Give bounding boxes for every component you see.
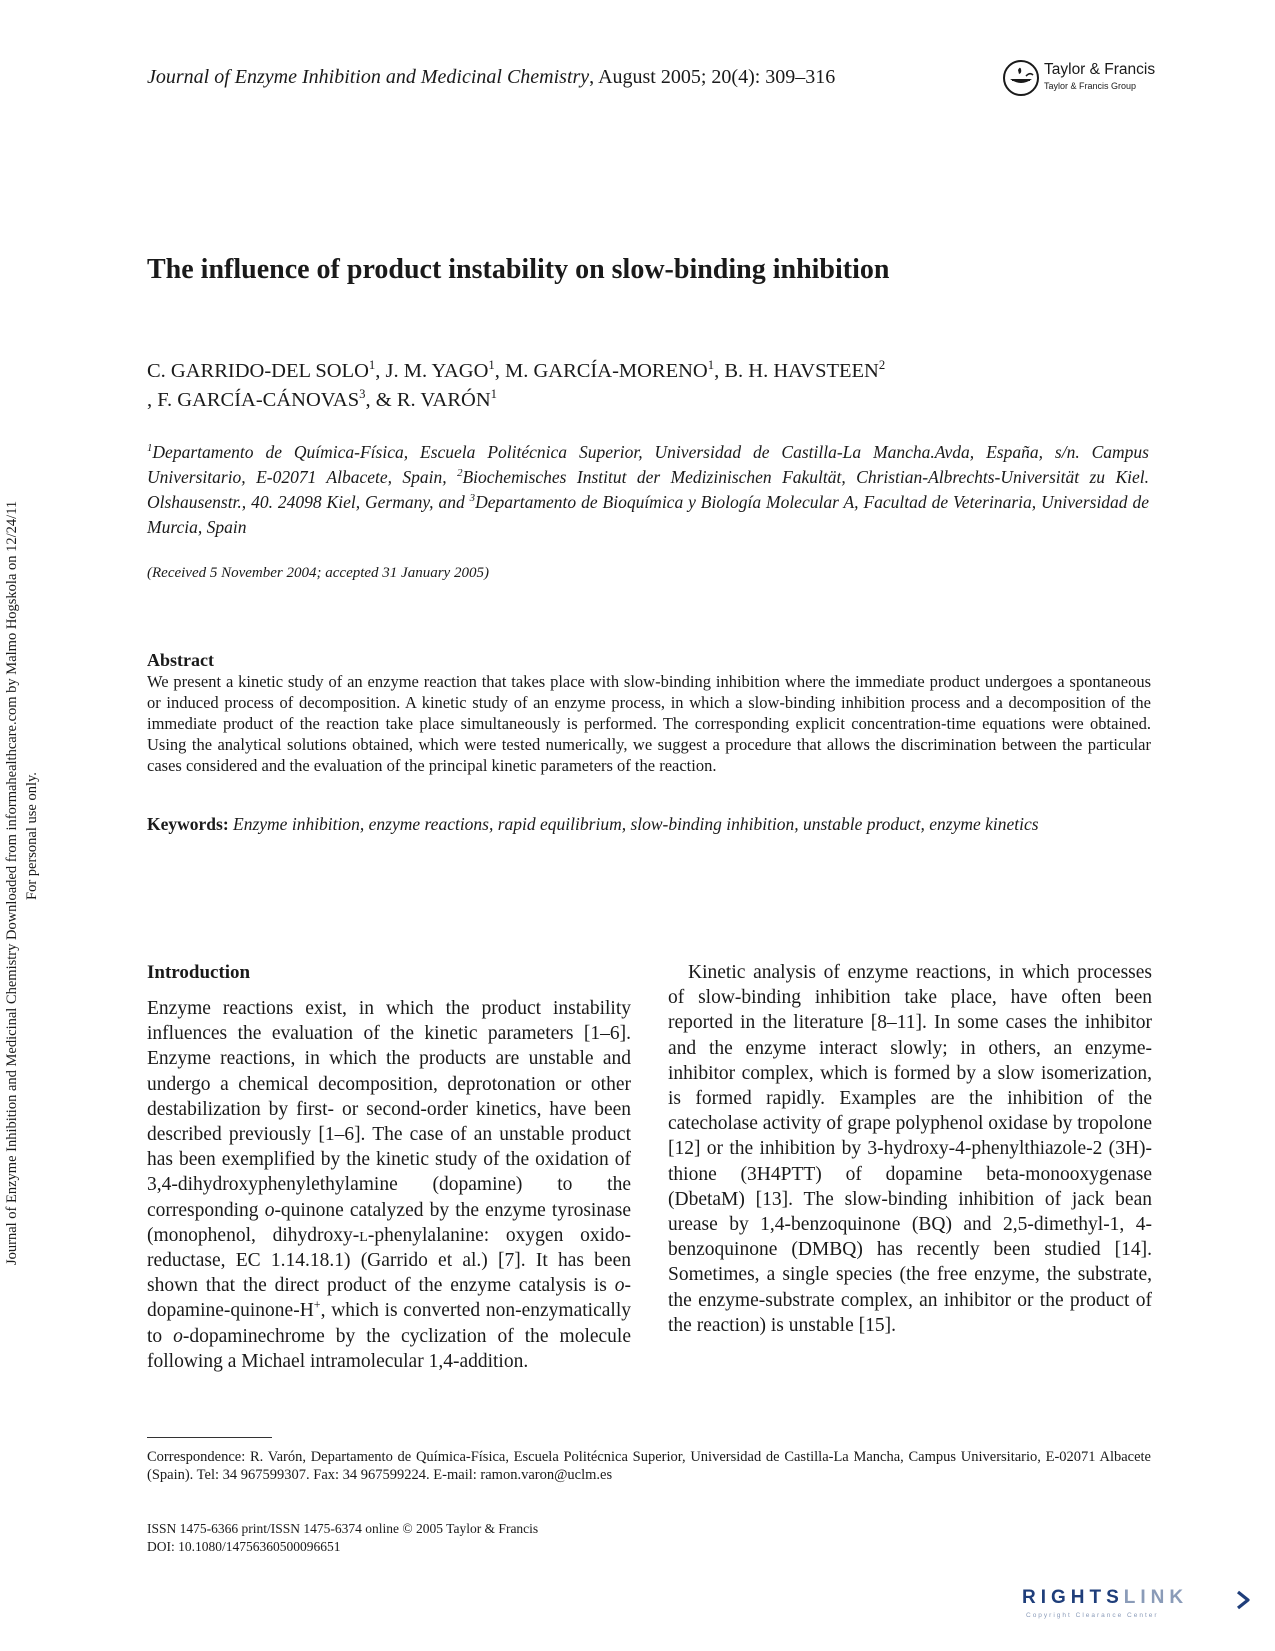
rightslink-wordmark (1022, 1587, 1188, 1609)
keywords (147, 812, 1151, 836)
affiliation-mark: 1 (147, 442, 153, 455)
taylor-francis-lamp-icon (1002, 59, 1040, 97)
affiliation-mark: 2 (457, 467, 463, 480)
abstract-heading: Abstract (147, 650, 214, 670)
author: , J. M. YAGO (375, 360, 489, 382)
italic-run: o (173, 1325, 183, 1347)
text-run: -dopamine-quinone-H (147, 1275, 631, 1322)
download-watermark: Journal of Enzyme Inhibition and Medicinal Chemistry Downloaded from informahealthcare.com by Malmo Hogskola on 12/24/11 (4, 500, 20, 1265)
superscript-run: + (313, 1297, 321, 1312)
affiliations (147, 440, 1149, 540)
author: , B. H. HAVSTEEN (714, 360, 879, 382)
text-run: -quinone catalyzed by the enzyme tyrosinase (monophenol, dihydroxy- (147, 1199, 631, 1246)
text-run: , which is converted non-enzymatically to (147, 1300, 631, 1347)
small-caps-run: l (359, 1224, 368, 1246)
article-title: The influence of product instability on slow-binding inhibition (147, 254, 890, 285)
journal-name: Journal of Enzyme Inhibition and Medicinal Chemistry (147, 66, 590, 88)
author-affiliation-mark: 3 (359, 387, 366, 402)
author-affiliation-mark: 1 (490, 387, 497, 402)
text-run: -dopaminechrome by the cyclization of the molecule following a Michael intramolecular 1,4-addition. (147, 1325, 632, 1372)
footnote-divider (147, 1437, 272, 1438)
doi-line: DOI: 10.1080/14756360500096651 (147, 1539, 341, 1554)
rightslink-tagline: Copyright Clearance Center (1026, 1612, 1159, 1619)
author-affiliation-mark: 1 (707, 358, 715, 373)
affiliation-text: Departamento de Bioquímica y Biología Molecular A, Facultad de Veterinaria, Universidad de Murcia, Spain (147, 492, 1149, 537)
author: , & R. VARÓN (365, 389, 491, 411)
keywords-label: Keywords: (147, 814, 229, 834)
author-affiliation-mark: 1 (488, 358, 495, 373)
rightslink-arrow-icon (1234, 1589, 1254, 1611)
personal-use-watermark: For personal use only. (24, 772, 40, 900)
keywords-text: Enzyme inhibition, enzyme reactions, rapid equilibrium, slow-binding inhibition, unstable product, enzyme kinetics (233, 814, 1039, 834)
correspondence-note: Correspondence: R. Varón, Departamento de Química-Física, Escuela Politécnica Superior, Universidad de Castilla-La Mancha, Campus Universitario, E-02071 Albacete (Spain). Tel: 34 967599307. Fax: 34 967599224. E-mail: ramon.varon@uclm.es (147, 1449, 1151, 1483)
text-run: Enzyme reactions exist, in which the product instability influences the evaluation of the kinetic parameters [1–6]. Enzyme reactions, in which the products are unstable and undergo a chemical decomposition, deprotonation or other destabilization by first- or second-order kinetics, have been described previously [1–6]. The case of an unstable product has been exemplified by the kinetic study of the oxidation of 3,4-dihydroxyphenylethylamine (dopamine) to the corresponding (147, 998, 631, 1221)
issn-doi-block (147, 1520, 538, 1556)
introduction-paragraph-right: Kinetic analysis of enzyme reactions, in which processes of slow-binding inhibition take place, have often been reported in the literature [8–11]. In some cases the inhibitor and the enzyme interact slowly; in others, an enzyme-inhibitor complex, which is formed by a slow isomerization, is formed rapidly. Examples are the inhibition of the catecholase activity of grape polyphenol oxidase by tropolone [12] or the inhibition by 3-hydroxy-4-phenylthiazole-2 (3H)-thione (3H4PTT) of dopamine beta-monooxygenase (DbetaM) [13]. The slow-binding inhibition of jack bean urease by 1,4-benzoquinone (BQ) and 2,5-dimethyl-1, 4-benzoquinone (DMBQ) has recently been studied [14]. Sometimes, a single species (the free enzyme, the substrate, the enzyme-substrate complex, an inhibitor or the product of the reaction) is unstable [15]. (668, 962, 1152, 1336)
publisher-group: Taylor & Francis Group (1044, 81, 1137, 91)
author-affiliation-mark: 2 (878, 358, 886, 373)
introduction-heading: Introduction (147, 962, 251, 983)
rightslink-word-rights: RIGHTS (1022, 1587, 1124, 1608)
rightslink-word-link: LINK (1123, 1587, 1189, 1608)
author: , M. GARCÍA-MORENO (494, 360, 708, 382)
issn-line: ISSN 1475-6366 print/ISSN 1475-6374 online © 2005 Taylor & Francis (147, 1521, 539, 1536)
publisher-name: Taylor & Francis (1044, 61, 1156, 78)
author: , F. GARCÍA-CÁNOVAS (147, 389, 360, 411)
received-accepted-dates: (Received 5 November 2004; accepted 31 January 2005) (147, 565, 489, 581)
author: C. GARRIDO-DEL SOLO (147, 360, 369, 382)
author-list (147, 357, 1127, 415)
abstract-text: We present a kinetic study of an enzyme reaction that takes place with slow-binding inhibition where the immediate product undergoes a spontaneous or induced process of decomposition. A kinetic study of an enzyme process, in which a slow-binding inhibition process and a decomposition of the immediate product of the reaction take place simultaneously is performed. The corresponding explicit concentration-time equations were obtained. Using the analytical solutions obtained, which were tested numerically, we suggest a procedure that allows the discrimination between the particular cases considered and the evaluation of the principal kinetic parameters of the reaction. (147, 672, 1151, 775)
affiliation-text: Biochemisches Institut der Medizinischen Fakultät, Christian-Albrechts-Universität zu Kiel. Olshausenstr., 40. 24098 Kiel, Germany, and (147, 467, 1149, 512)
affiliation-text: Departamento de Química-Física, Escuela Politécnica Superior, Universidad de Castilla-La Mancha.Avda, España, s/n. Campus Universitario, E-02071 Albacete, Spain, (147, 442, 1149, 487)
italic-run: o (614, 1275, 625, 1297)
publisher-logo (1002, 59, 1177, 99)
journal-citation (147, 66, 835, 89)
introduction-paragraph-left (147, 996, 631, 1374)
text-run: -phenylalanine: oxygen oxido-reductase, EC 1.14.18.1) (Garrido et al.) [7]. It has been shown that the direct product of the enzyme catalysis is (147, 1224, 632, 1297)
rightslink-logo (1022, 1585, 1252, 1625)
affiliation-mark: 3 (469, 492, 476, 505)
journal-issue: , August 2005; 20(4): 309–316 (589, 66, 836, 88)
italic-run: o (264, 1199, 275, 1221)
author-affiliation-mark: 1 (368, 358, 376, 373)
